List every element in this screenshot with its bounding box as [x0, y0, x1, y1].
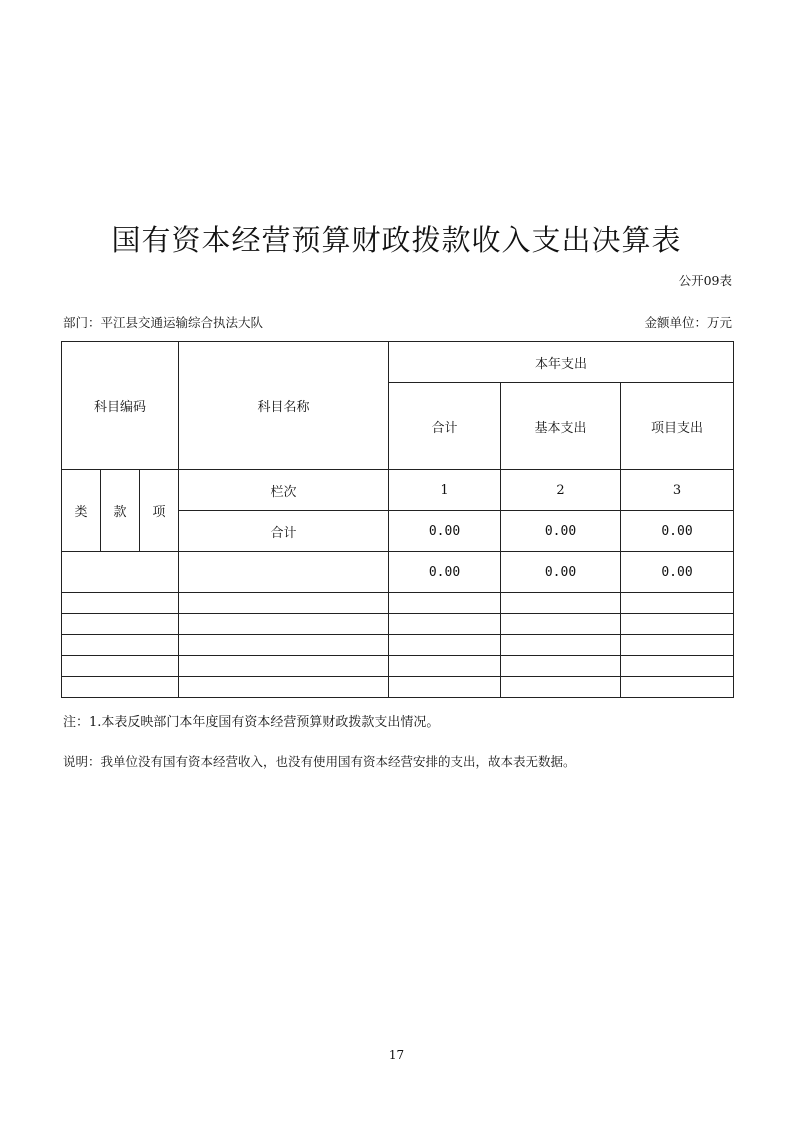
table-cell — [179, 677, 389, 698]
table-row — [62, 614, 734, 635]
expense-table — [61, 341, 734, 698]
page-number: 17 — [388, 1048, 405, 1062]
form-id: 公开09表 — [678, 273, 732, 288]
header-lei: 类 — [62, 470, 101, 552]
header-code: 科目编码 — [62, 342, 179, 470]
table-cell — [621, 614, 734, 635]
column-number: 2 — [501, 470, 621, 511]
total-value: 0.00 — [621, 511, 734, 552]
row-value: 0.00 — [621, 552, 734, 593]
total-value: 0.00 — [501, 511, 621, 552]
table-cell — [389, 635, 501, 656]
table-cell — [62, 677, 179, 698]
table-cell — [501, 656, 621, 677]
table-cell — [389, 677, 501, 698]
table-cell — [179, 593, 389, 614]
header-row-1 — [62, 342, 734, 383]
table-row — [62, 635, 734, 656]
header-year-expense: 本年支出 — [389, 342, 734, 383]
explanation-text: 说明：我单位没有国有资本经营收入，也没有使用国有资本经营安排的支出，故本表无数据。 — [63, 754, 576, 769]
column-number-row — [62, 470, 734, 511]
column-number: 3 — [621, 470, 734, 511]
table-row — [62, 656, 734, 677]
header-name: 科目名称 — [179, 342, 389, 470]
unit-label: 金额单位：万元 — [644, 315, 732, 330]
table-cell — [501, 593, 621, 614]
header-kuan: 款 — [101, 470, 140, 552]
table-cell — [621, 593, 734, 614]
table-cell — [389, 656, 501, 677]
table-cell — [621, 656, 734, 677]
table-cell — [389, 614, 501, 635]
table-cell — [62, 656, 179, 677]
page-title: 国有资本经营预算财政拨款收入支出决算表 — [111, 223, 682, 257]
table-cell — [501, 614, 621, 635]
table-cell — [501, 635, 621, 656]
header-project: 项目支出 — [621, 383, 734, 470]
table-cell — [621, 677, 734, 698]
row-value: 0.00 — [389, 552, 501, 593]
column-number-label: 栏次 — [179, 470, 389, 511]
total-label: 合计 — [179, 511, 389, 552]
column-number: 1 — [389, 470, 501, 511]
department-label: 部门：平江县交通运输综合执法大队 — [63, 315, 264, 330]
table-cell — [501, 677, 621, 698]
table-cell — [62, 552, 179, 593]
table-cell — [179, 552, 389, 593]
note-text: 注：1.本表反映部门本年度国有资本经营预算财政拨款支出情况。 — [63, 715, 440, 730]
table-row — [62, 552, 734, 593]
table-cell — [62, 593, 179, 614]
header-xiang: 项 — [140, 470, 179, 552]
total-value: 0.00 — [389, 511, 501, 552]
table-cell — [62, 614, 179, 635]
table-cell — [179, 635, 389, 656]
table-cell — [389, 593, 501, 614]
header-total: 合计 — [389, 383, 501, 470]
table-cell — [62, 635, 179, 656]
row-value: 0.00 — [501, 552, 621, 593]
header-basic: 基本支出 — [501, 383, 621, 470]
table-row — [62, 677, 734, 698]
table-cell — [621, 635, 734, 656]
table-row — [62, 593, 734, 614]
table-cell — [179, 614, 389, 635]
table-cell — [179, 656, 389, 677]
